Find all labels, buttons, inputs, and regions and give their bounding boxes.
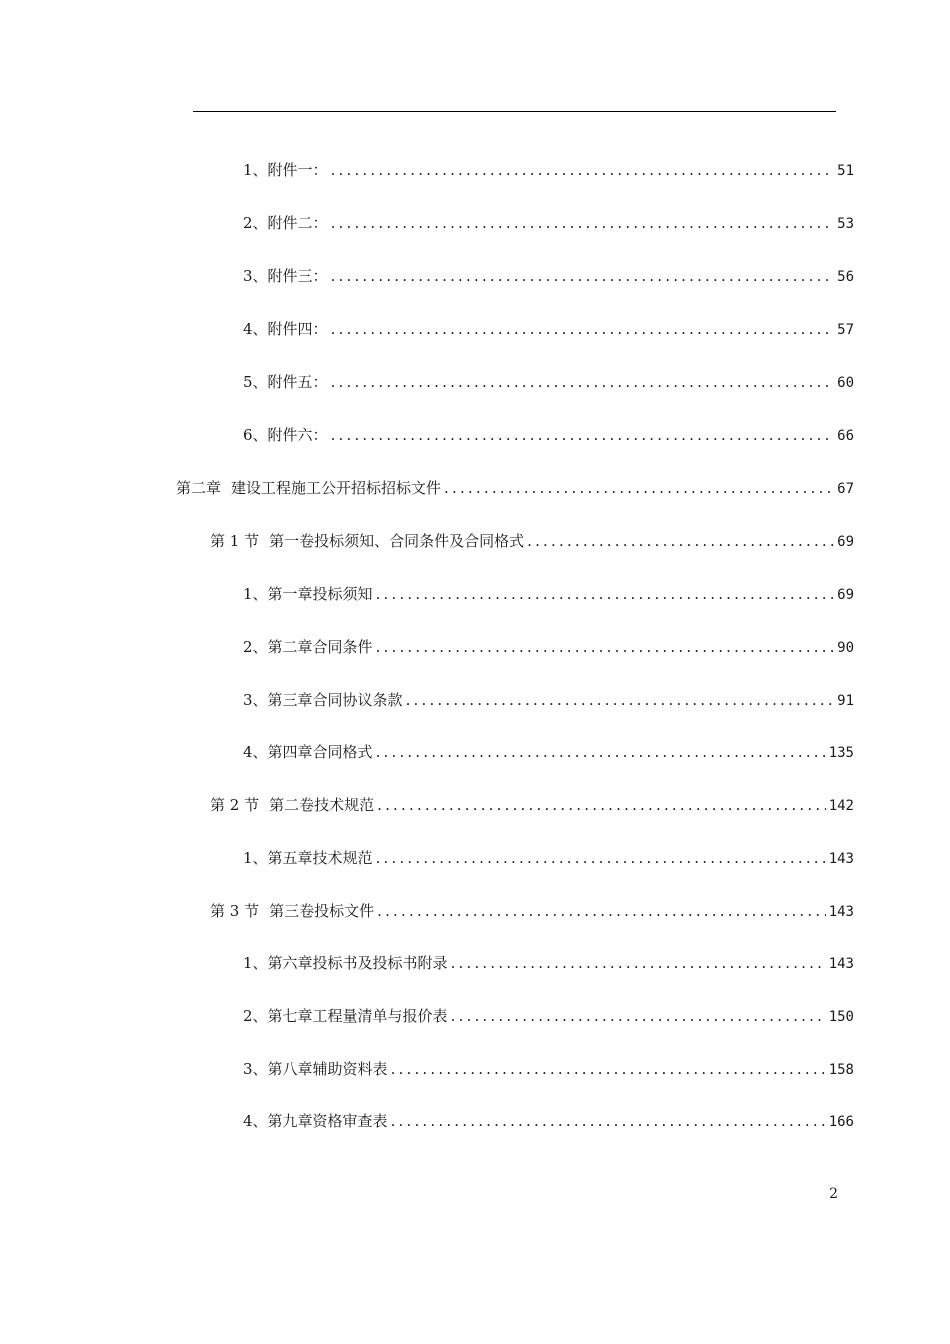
toc-entry-page: 69 <box>837 534 854 550</box>
toc-entry-title: 附件一： <box>267 161 328 179</box>
toc-entry-number: 1、 <box>243 585 268 603</box>
toc-dot-leader <box>377 794 826 816</box>
toc-dot-leader <box>331 265 835 287</box>
toc-entry[interactable] <box>243 318 854 340</box>
toc-entry[interactable] <box>243 583 854 605</box>
toc-entry-page: 53 <box>837 216 854 232</box>
toc-dot-leader <box>376 847 826 869</box>
toc-entry[interactable] <box>243 689 854 711</box>
toc-entry-number: 3、 <box>243 691 268 709</box>
page-number: 2 <box>829 1186 838 1202</box>
toc-entry-page: 56 <box>837 269 854 285</box>
header-rule <box>193 111 836 112</box>
toc-entry-page: 57 <box>837 322 854 338</box>
toc-entry-title: 第三卷投标文件 <box>269 902 375 920</box>
toc-entry-page: 66 <box>837 428 854 444</box>
toc-dot-leader <box>391 1110 826 1132</box>
toc-entry-title: 第九章资格审查表 <box>267 1112 388 1130</box>
toc-entry[interactable] <box>243 424 854 446</box>
toc-entry[interactable] <box>243 212 854 234</box>
toc-entry-page: 166 <box>828 1114 854 1130</box>
toc-entry-page: 60 <box>837 375 854 391</box>
toc-entry-title: 第三章合同协议条款 <box>267 691 403 709</box>
toc-entry-title: 附件四： <box>267 320 328 338</box>
toc-entry-page: 135 <box>828 745 854 761</box>
toc-entry[interactable] <box>243 741 854 763</box>
toc-dot-leader <box>451 952 826 974</box>
toc-entry-page: 90 <box>837 640 854 656</box>
toc-entry-number: 6、 <box>243 426 268 444</box>
toc-dot-leader <box>331 318 835 340</box>
toc-entry-page: 91 <box>837 693 854 709</box>
toc-entry-prefix: 第 1 节 <box>210 532 260 550</box>
toc-entry[interactable] <box>243 265 854 287</box>
toc-dot-leader <box>331 371 835 393</box>
toc-entry-title: 第二章合同条件 <box>267 638 373 656</box>
toc-entry-page: 158 <box>828 1062 854 1078</box>
toc-entry[interactable] <box>243 1110 854 1132</box>
toc-entry-title: 第四章合同格式 <box>267 743 373 761</box>
toc-entry-prefix: 第二章 <box>176 479 222 497</box>
toc-entry-title: 附件五： <box>267 373 328 391</box>
toc-entry-page: 142 <box>828 798 854 814</box>
toc-dot-leader <box>331 159 835 181</box>
toc-entry-page: 143 <box>828 851 854 867</box>
toc-dot-leader <box>331 212 835 234</box>
toc-entry-title: 附件二： <box>267 214 328 232</box>
toc-entry-number: 1、 <box>243 954 268 972</box>
toc-entry-number: 2、 <box>243 1007 268 1025</box>
toc-dot-leader <box>376 636 835 658</box>
toc-entry-number: 4、 <box>243 1112 268 1130</box>
toc-entry-number: 2、 <box>243 214 268 232</box>
toc-entry[interactable] <box>243 636 854 658</box>
toc-dot-leader <box>527 530 834 552</box>
toc-entry-title: 第八章辅助资料表 <box>267 1060 388 1078</box>
toc-dot-leader <box>331 424 835 446</box>
toc-entry[interactable] <box>243 159 854 181</box>
toc-entry-number: 3、 <box>243 1060 268 1078</box>
toc-dot-leader <box>391 1058 826 1080</box>
toc-entry-title: 第五章技术规范 <box>267 849 373 867</box>
toc-entry-number: 5、 <box>243 373 268 391</box>
toc-entry-page: 143 <box>828 904 854 920</box>
toc-entry-number: 3、 <box>243 267 268 285</box>
toc-entry-title: 第一卷投标须知、合同条件及合同格式 <box>269 532 525 550</box>
toc-dot-leader <box>376 741 826 763</box>
toc-entry-title: 附件六： <box>267 426 328 444</box>
toc-entry-number: 1、 <box>243 849 268 867</box>
toc-entry[interactable] <box>243 952 854 974</box>
toc-entry-page: 51 <box>837 163 854 179</box>
toc-entry-title: 附件三： <box>267 267 328 285</box>
toc-dot-leader <box>377 900 826 922</box>
toc-dot-leader <box>406 689 835 711</box>
toc-entry-page: 67 <box>837 481 854 497</box>
toc-entry-section[interactable] <box>210 900 854 922</box>
toc-entry[interactable] <box>243 1005 854 1027</box>
toc-entry-section[interactable] <box>210 530 854 552</box>
toc-entry[interactable] <box>243 1058 854 1080</box>
toc-entry-title: 第二卷技术规范 <box>269 796 375 814</box>
toc-entry-number: 1、 <box>243 161 268 179</box>
toc-entry-page: 69 <box>837 587 854 603</box>
toc-entry-number: 4、 <box>243 320 268 338</box>
toc-entry-title: 第六章投标书及投标书附录 <box>267 954 448 972</box>
toc-entry[interactable] <box>243 847 854 869</box>
toc-entry[interactable] <box>243 371 854 393</box>
toc-entry-title: 第一章投标须知 <box>267 585 373 603</box>
toc-entry-chapter[interactable] <box>176 477 854 499</box>
toc-dot-leader <box>376 583 835 605</box>
toc-entry-prefix: 第 2 节 <box>210 796 260 814</box>
toc-entry-section[interactable] <box>210 794 854 816</box>
toc-entry-number: 4、 <box>243 743 268 761</box>
toc-entry-title: 建设工程施工公开招标招标文件 <box>231 479 442 497</box>
toc-dot-leader <box>451 1005 826 1027</box>
toc-entry-title: 第七章工程量清单与报价表 <box>267 1007 448 1025</box>
toc-entry-number: 2、 <box>243 638 268 656</box>
toc-entry-page: 150 <box>828 1009 854 1025</box>
toc-entry-prefix: 第 3 节 <box>210 902 260 920</box>
toc-dot-leader <box>444 477 834 499</box>
toc-entry-page: 143 <box>828 956 854 972</box>
